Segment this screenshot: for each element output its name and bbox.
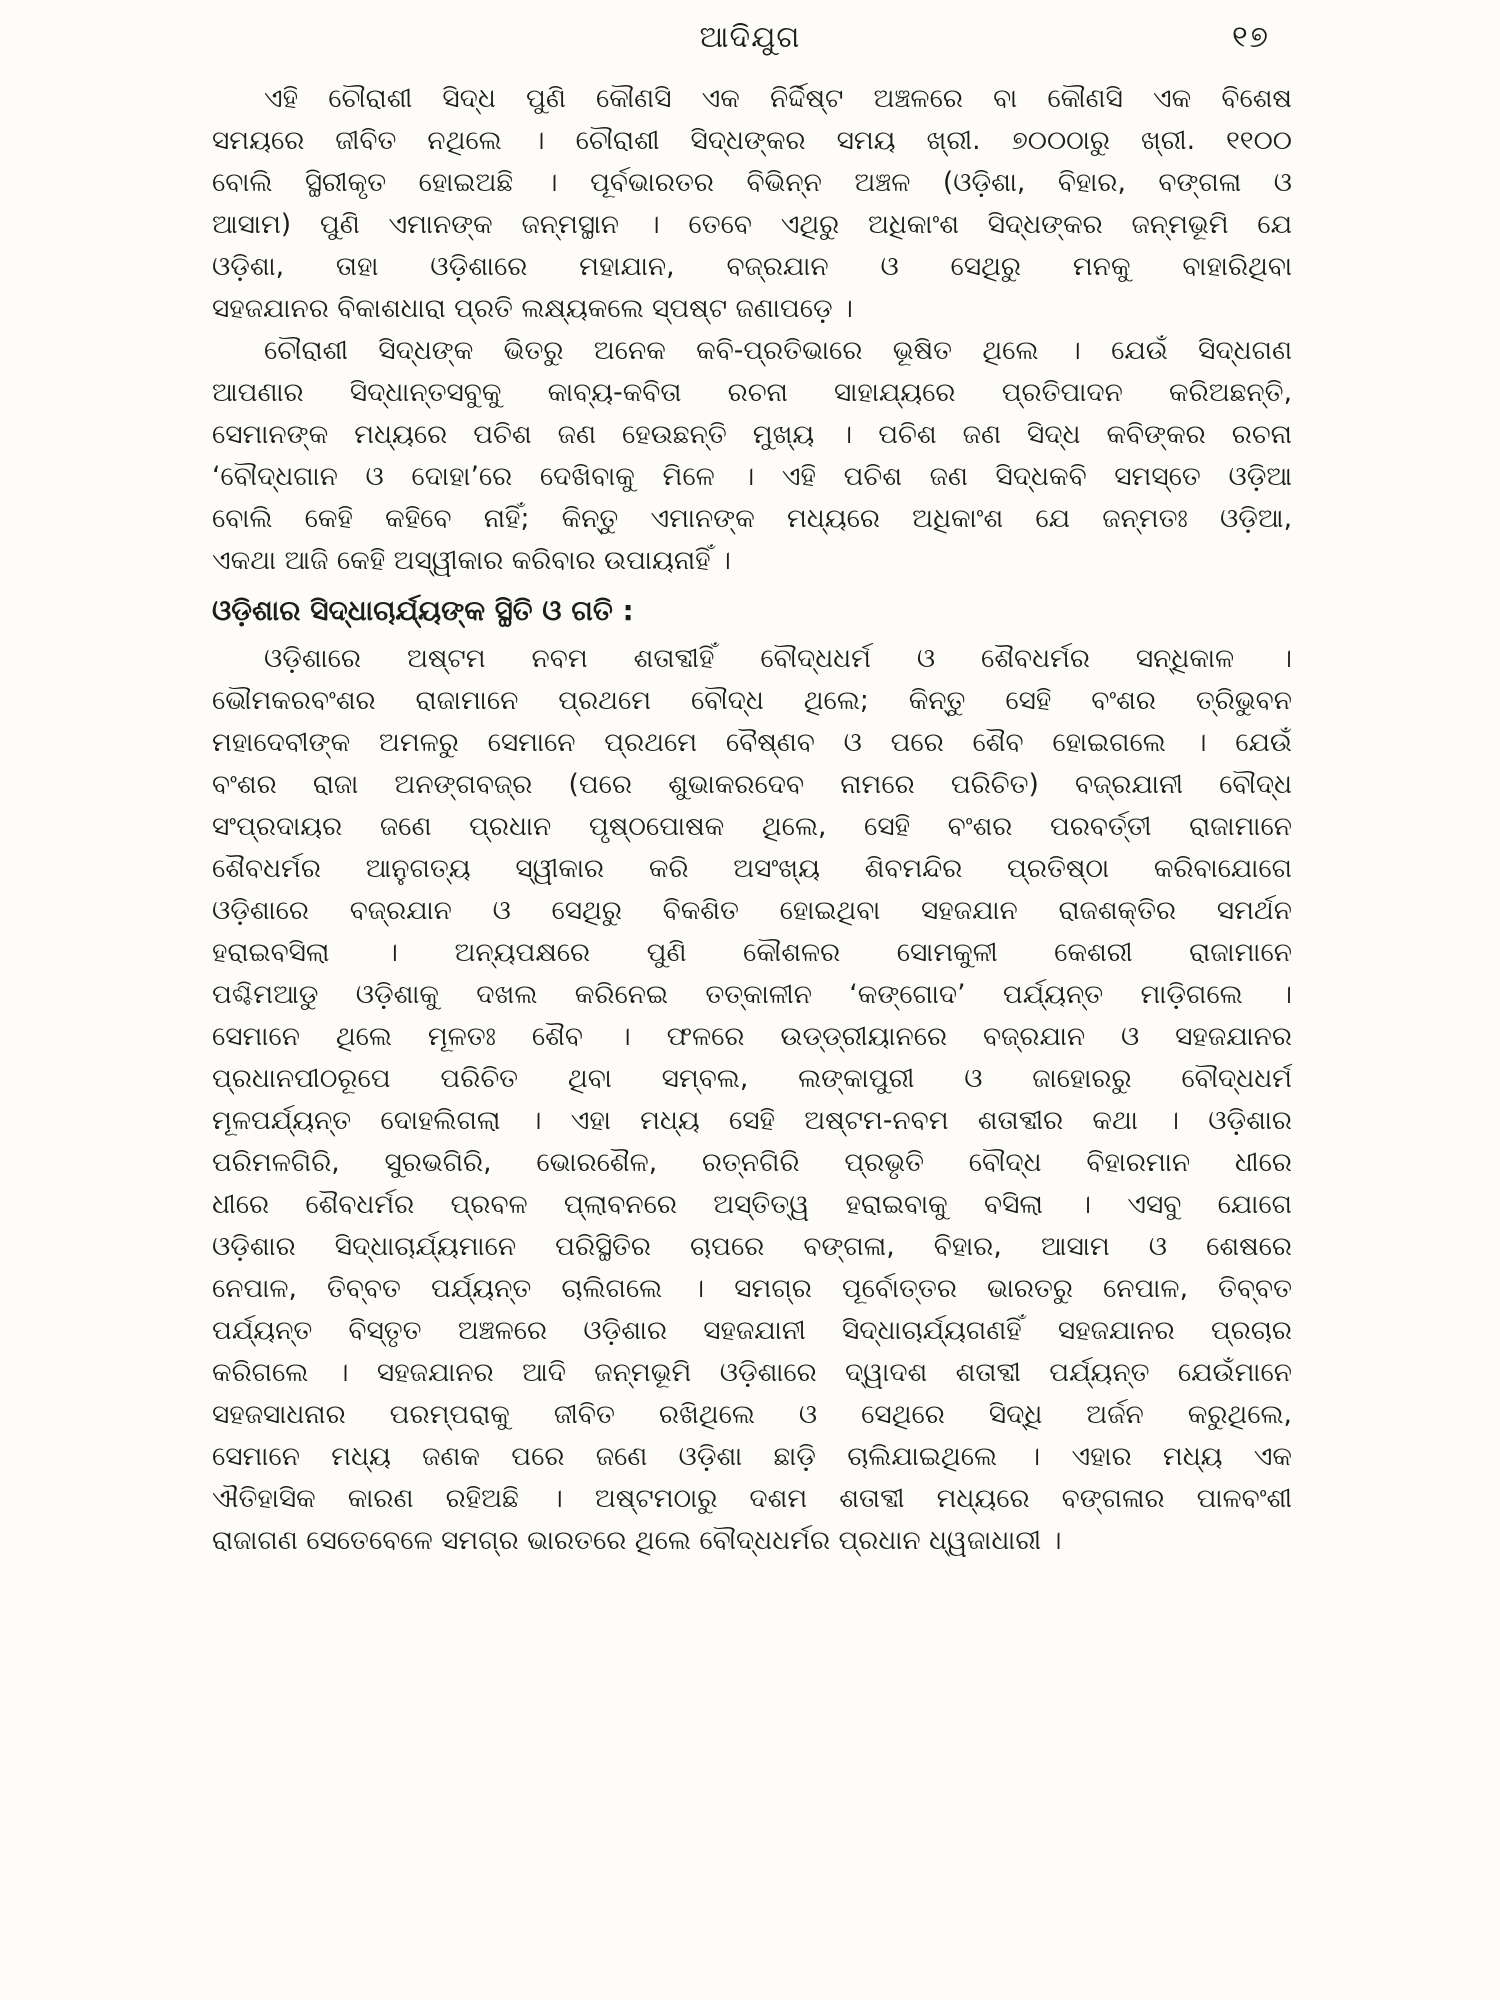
text-line: ସମୟରେ ଜୀବିତ ନଥିଲେ । ଚୌରାଶୀ ସିଦ୍ଧଙ୍କର ସମୟ ଖ୍ରୀ. ୭୦୦ଠାରୁ ଖ୍ରୀ. ୧୧୦୦ <box>212 125 1292 156</box>
text-line: ଓଡ଼ିଶା, ତାହା ଓଡ଼ିଶାରେ ମହାଯାନ, ବଜ୍ରଯାନ ଓ ସେଥିରୁ ମନକୁ ବାହାରିଥିବା <box>212 251 1292 282</box>
page-number: ୧୭ <box>1232 20 1270 55</box>
text-line: ସେମାନଙ୍କ ମଧ୍ୟରେ ପଚିଶ ଜଣ ହେଉଛନ୍ତି ମୁଖ୍ୟ । ପଚିଶ ଜଣ ସିଦ୍ଧ କବିଙ୍କର ରଚନା <box>212 419 1292 450</box>
text-line: ସଂପ୍ରଦାୟର ଜଣେ ପ୍ରଧାନ ପୃଷ୍ଠପୋଷକ ଥିଲେ, ସେହି ବଂଶର ପରବର୍ତ୍ତୀ ରାଜାମାନେ <box>212 811 1292 842</box>
text-line: ଓଡ଼ିଶାରେ ବଜ୍ରଯାନ ଓ ସେଥିରୁ ବିକଶିତ ହୋଇଥିବା ସହଜଯାନ ରାଜଶକ୍ତିର ସମର୍ଥନ <box>212 895 1292 926</box>
text-line: ଓଡ଼ିଶାର ସିଦ୍ଧାଚାର୍ଯ୍ୟମାନେ ପରିସ୍ଥିତିର ଚାପରେ ବଙ୍ଗଳା, ବିହାର, ଆସାମ ଓ ଶେଷରେ <box>212 1231 1292 1262</box>
text-line: ମହାଦେବୀଙ୍କ ଅମଳରୁ ସେମାନେ ପ୍ରଥମେ ବୈଷ୍ଣବ ଓ ପରେ ଶୈବ ହୋଇଗଲେ । ଯେଉଁ <box>212 727 1292 758</box>
text-line: ପରିମଳଗିରି, ସୁରଭଗିରି, ଭୋରଶୈଳ, ରତ୍ନଗିରି ପ୍ରଭୃତି ବୌଦ୍ଧ ବିହାରମାନ ଧୀରେ <box>212 1147 1292 1178</box>
text-line: ପ୍ରଧାନପୀଠରୂପେ ପରିଚିତ ଥିବା ସମ୍ବଲ, ଲଙ୍କାପୁରୀ ଓ ଜାହୋରରୁ ବୌଦ୍ଧଧର୍ମ <box>212 1063 1292 1094</box>
text-line: ଆପଣାର ସିଦ୍ଧାନ୍ତସବୁକୁ କାବ୍ୟ-କବିତା ରଚନା ସାହାଯ୍ୟରେ ପ୍ରତିପାଦନ କରିଅଛନ୍ତି, <box>212 377 1292 408</box>
text-line: ଆସାମ) ପୁଣି ଏମାନଙ୍କ ଜନ୍ମସ୍ଥାନ । ତେବେ ଏଥିରୁ ଅଧିକାଂଶ ସିଦ୍ଧଙ୍କର ଜନ୍ମଭୂମି ଯେ <box>212 209 1292 240</box>
text-line: ଐତିହାସିକ କାରଣ ରହିଅଛି । ଅଷ୍ଟମଠାରୁ ଦଶମ ଶତାବ୍ଦୀ ମଧ୍ୟରେ ବଙ୍ଗଳାର ପାଳବଂଶୀ <box>212 1483 1292 1514</box>
text-line: ଧୀରେ ଶୈବଧର୍ମର ପ୍ରବଳ ପ୍ଲାବନରେ ଅସ୍ତିତ୍ୱ ହରାଇବାକୁ ବସିଲା । ଏସବୁ ଯୋଗେ <box>212 1189 1292 1220</box>
running-header <box>0 14 1500 62</box>
text-line: ସେମାନେ ଥିଲେ ମୂଳତଃ ଶୈବ । ଫଳରେ ଉଡ୍‌ଡ୍ରୀୟାନରେ ବଜ୍ରଯାନ ଓ ସହଜଯାନର <box>212 1021 1292 1052</box>
text-line: ବୋଲି ସ୍ଥିରୀକୃତ ହୋଇଅଛି । ପୂର୍ବଭାରତର ବିଭିନ୍ନ ଅଞ୍ଚଳ (ଓଡ଼ିଶା, ବିହାର, ବଙ୍ଗଳା ଓ <box>212 167 1292 198</box>
text-line: ବଂଶର ରାଜା ଅନଙ୍ଗବଜ୍ର (ପରେ ଶୁଭାକରଦେବ ନାମରେ ପରିଚିତ) ବଜ୍ରଯାନୀ ବୌଦ୍ଧ <box>212 769 1292 800</box>
text-line: ସହଜଯାନର ବିକାଶଧାରା ପ୍ରତି ଲକ୍ଷ୍ୟକଲେ ସ୍ପଷ୍ଟ ଜଣାପଡ଼େ । <box>212 293 853 324</box>
body-text <box>212 78 1292 1562</box>
text-line: ବୋଲି କେହି କହିବେ ନାହିଁ; କିନ୍ତୁ ଏମାନଙ୍କ ମଧ୍ୟରେ ଅଧିକାଂଶ ଯେ ଜନ୍ମତଃ ଓଡ଼ିଆ, <box>212 503 1292 534</box>
paragraph-2 <box>212 330 1292 582</box>
text-line: ଓଡ଼ିଶାରେ ଅଷ୍ଟମ ନବମ ଶତାବ୍ଦୀହିଁ ବୌଦ୍ଧଧର୍ମ ଓ ଶୈବଧର୍ମର ସନ୍ଧିକାଳ । <box>264 643 1292 674</box>
section-heading: ଓଡ଼ିଶାର ସିଦ୍ଧାଚାର୍ଯ୍ୟଙ୍କ ସ୍ଥିତି ଓ ଗତି : <box>212 594 634 627</box>
running-title: ଆଦିଯୁଗ <box>699 20 801 55</box>
text-line: ପଶ୍ଚିମଆଡୁ ଓଡ଼ିଶାକୁ ଦଖଲ କରିନେଇ ତତ୍‌କାଳୀନ ‘କଙ୍ଗୋଦ’ ପର୍ଯ୍ୟନ୍ତ ମାଡ଼ିଗଲେ । <box>212 979 1292 1010</box>
text-line: ହରାଇବସିଲା । ଅନ୍ୟପକ୍ଷରେ ପୁଣି କୌଶଳର ସୋମକୁଳୀ କେଶରୀ ରାଜାମାନେ <box>212 937 1292 968</box>
text-line: ଚୌରାଶୀ ସିଦ୍ଧଙ୍କ ଭିତରୁ ଅନେକ କବି-ପ୍ରତିଭାରେ ଭୂଷିତ ଥିଲେ । ଯେଉଁ ସିଦ୍ଧଗଣ <box>264 335 1292 366</box>
text-line: ସହଜସାଧନାର ପରମ୍ପରାକୁ ଜୀବିତ ରଖିଥିଲେ ଓ ସେଥିରେ ସିଦ୍ଧି ଅର୍ଜନ କରୁଥିଲେ, <box>212 1399 1292 1430</box>
paragraph-3 <box>212 638 1292 1562</box>
text-line: ରାଜାଗଣ ସେତେବେଳେ ସମଗ୍ର ଭାରତରେ ଥିଲେ ବୌଦ୍ଧଧର୍ମର ପ୍ରଧାନ ଧ୍ୱଜାଧାରୀ । <box>212 1525 1062 1556</box>
text-line: ଭୌମକରବଂଶର ରାଜାମାନେ ପ୍ରଥମେ ବୌଦ୍ଧ ଥିଲେ; କିନ୍ତୁ ସେହି ବଂଶର ତ୍ରିଭୁବନ <box>212 685 1292 716</box>
text-line: ପର୍ଯ୍ୟନ୍ତ ବିସ୍ତୃତ ଅଞ୍ଚଳରେ ଓଡ଼ିଶାର ସହଜଯାନୀ ସିଦ୍ଧାଚାର୍ଯ୍ୟଗଣହିଁ ସହଜଯାନର ପ୍ରଚାର <box>212 1315 1292 1346</box>
text-line: ମୂଳପର୍ଯ୍ୟନ୍ତ ଦୋହଲିଗଲା । ଏହା ମଧ୍ୟ ସେହି ଅଷ୍ଟମ-ନବମ ଶତାବ୍ଦୀର କଥା । ଓଡ଼ିଶାର <box>212 1105 1292 1136</box>
text-line: ଶୈବଧର୍ମର ଆନୁଗତ୍ୟ ସ୍ୱୀକାର କରି ଅସଂଖ୍ୟ ଶିବମନ୍ଦିର ପ୍ରତିଷ୍ଠା କରିବାଯୋଗେ <box>212 853 1292 884</box>
text-line: ସେମାନେ ମଧ୍ୟ ଜଣକ ପରେ ଜଣେ ଓଡ଼ିଶା ଛାଡ଼ି ଚାଲିଯାଇଥିଲେ । ଏହାର ମଧ୍ୟ ଏକ <box>212 1441 1292 1472</box>
text-line: କରିଗଲେ । ସହଜଯାନର ଆଦି ଜନ୍ମଭୂମି ଓଡ଼ିଶାରେ ଦ୍ୱାଦଶ ଶତାବ୍ଦୀ ପର୍ଯ୍ୟନ୍ତ ଯେଉଁମାନେ <box>212 1357 1292 1388</box>
text-line: ଏକଥା ଆଜି କେହି ଅସ୍ୱୀକାର କରିବାର ଉପାୟନାହିଁ । <box>212 545 731 576</box>
text-line: ‘ବୌଦ୍ଧଗାନ ଓ ଦୋହା’ରେ ଦେଖିବାକୁ ମିଳେ । ଏହି ପଚିଶ ଜଣ ସିଦ୍ଧକବି ସମସ୍ତେ ଓଡ଼ିଆ <box>212 461 1292 492</box>
paragraph-1 <box>212 78 1292 330</box>
text-line: ନେପାଳ, ତିବ୍ବତ ପର୍ଯ୍ୟନ୍ତ ଚାଲିଗଲେ । ସମଗ୍ର ପୂର୍ବୋତ୍ତର ଭାରତରୁ ନେପାଳ, ତିବ୍ବତ <box>212 1273 1292 1304</box>
text-line: ଏହି ଚୌରାଶୀ ସିଦ୍ଧ ପୁଣି କୌଣସି ଏକ ନିର୍ଦ୍ଦିଷ୍ଟ ଅଞ୍ଚଳରେ ବା କୌଣସି ଏକ ବିଶେଷ <box>264 83 1292 114</box>
